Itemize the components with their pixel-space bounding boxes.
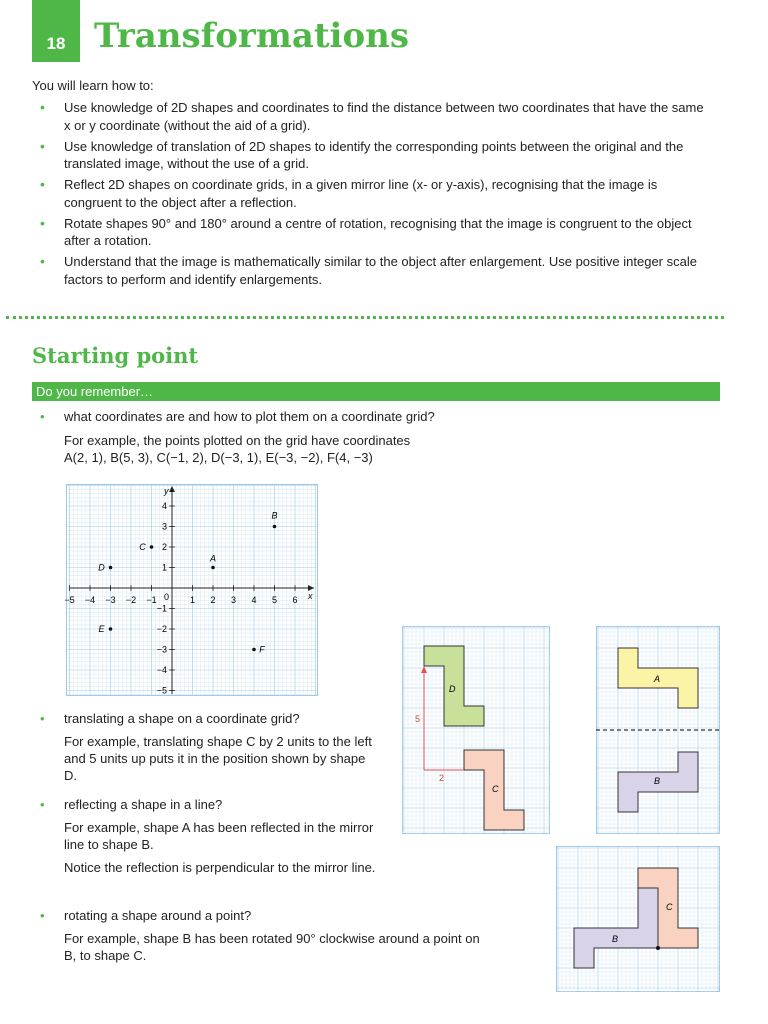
x-tick-label: 2 (210, 595, 216, 605)
remember-question: • translating a shape on a coordinate grid? (32, 710, 377, 727)
chapter-number: 18 (46, 34, 66, 53)
learning-objective: • Use knowledge of translation of 2D shapes to identify the corresponding points between the original and the translated image, without the use of a grid. (32, 138, 712, 173)
horizontal-move-label: 2 (439, 773, 445, 783)
remember-note: Notice the reflection is perpendicular to the mirror line. (64, 860, 376, 875)
learning-objective: • Understand that the image is mathematically similar to the object after enlargement. Use positive integer scale factors to perform and identify enlargements. (32, 253, 712, 288)
y-tick-label: 3 (161, 521, 167, 532)
remember-question: • what coordinates are and how to plot them on a coordinate grid? (32, 408, 512, 425)
shape-b-label: B (612, 934, 619, 944)
coordinate-grid-figure (66, 484, 318, 696)
x-tick-label: 5 (271, 595, 278, 605)
centre-of-rotation-point (656, 946, 660, 950)
x-tick-label: 4 (251, 595, 257, 605)
y-tick-label: −1 (156, 603, 167, 614)
chapter-number-badge (32, 0, 80, 62)
point-label: E (98, 624, 105, 634)
section-title: Starting point (32, 343, 199, 368)
remember-item-translation (32, 710, 377, 784)
remember-example: For example, shape A has been reflected in the mirror line to shape B. (64, 820, 374, 852)
remember-example: For example, translating shape C by 2 units to the left and 5 units up puts it in the position shown by shape D. (64, 734, 372, 783)
vertical-move-label: 5 (415, 714, 421, 724)
point-d (109, 566, 113, 570)
point-e (109, 627, 113, 631)
shape-a-label: A (654, 674, 661, 684)
rotation-figure (556, 846, 720, 992)
x-tick-label: 3 (230, 595, 237, 605)
remember-example (64, 432, 512, 466)
x-tick-label: 6 (292, 595, 298, 605)
x-tick-label: −3 (105, 595, 116, 605)
x-tick-label: 1 (189, 595, 196, 605)
shape-b-label: B (654, 776, 661, 786)
y-tick-label: 4 (161, 501, 167, 511)
point-c (150, 545, 154, 549)
coordinate-list: A(2, 1), B(5, 3), C(−1, 2), D(−3, 1), E(−3, −2), F(4, −3) (64, 450, 373, 465)
grid-border (67, 485, 318, 696)
point-a (211, 566, 215, 570)
remember-item-coordinates (32, 408, 512, 466)
learning-objective: • Reflect 2D shapes on coordinate grids, in a given mirror line (x- or y-axis), recognising that the image is congruent to the object after a reflection. (32, 176, 712, 211)
point-label: C (139, 542, 146, 552)
y-axis-label: y (164, 486, 169, 496)
x-axis-label: x (308, 591, 313, 601)
section-divider (6, 316, 724, 319)
learning-objective: • Rotate shapes 90° and 180° around a centre of rotation, recognising that the image is congruent to the object after a rotation. (32, 215, 712, 250)
remember-question: • reflecting a shape in a line? (32, 796, 392, 813)
y-tick-label: −2 (156, 624, 167, 634)
y-tick-label: −5 (156, 685, 167, 696)
remember-example-text: For example, the points plotted on the grid have coordinates (64, 433, 411, 448)
x-tick-label: −1 (146, 595, 157, 605)
intro-text: You will learn how to: (32, 78, 154, 93)
remember-item-rotation (32, 907, 492, 964)
remember-item-reflection (32, 796, 392, 876)
shape-c-label: C (666, 902, 673, 912)
point-f (252, 648, 256, 652)
learning-objectives-list (32, 99, 712, 292)
grid-minor-lines (67, 485, 318, 696)
point-label: F (259, 644, 265, 655)
shape-c-label: C (492, 784, 499, 794)
do-you-remember-bar: Do you remember… (32, 382, 720, 401)
remember-example: For example, shape B has been rotated 90° clockwise around a point on B, to shape C. (64, 931, 480, 963)
shape-d-label: D (449, 684, 456, 694)
point-label: A (209, 553, 217, 564)
point-b (273, 525, 277, 529)
y-tick-label: −4 (156, 665, 167, 675)
point-label: D (98, 562, 105, 573)
x-tick-label: −2 (125, 595, 137, 605)
y-tick-label: 2 (161, 542, 167, 552)
y-tick-label: 1 (161, 562, 167, 573)
y-tick-label: −3 (156, 644, 167, 655)
reflection-figure (596, 626, 720, 834)
learning-objective: • Use knowledge of 2D shapes and coordinates to find the distance between two coordinates that have the same x or y coordinate (without the aid of a grid). (32, 99, 712, 134)
remember-question: • rotating a shape around a point? (32, 907, 492, 924)
translation-figure (402, 626, 550, 834)
origin-label: 0 (164, 592, 170, 602)
x-tick-label: −5 (64, 595, 75, 605)
x-tick-label: −4 (84, 595, 96, 605)
chapter-title: Transformations (94, 16, 410, 56)
point-label: B (271, 510, 278, 521)
